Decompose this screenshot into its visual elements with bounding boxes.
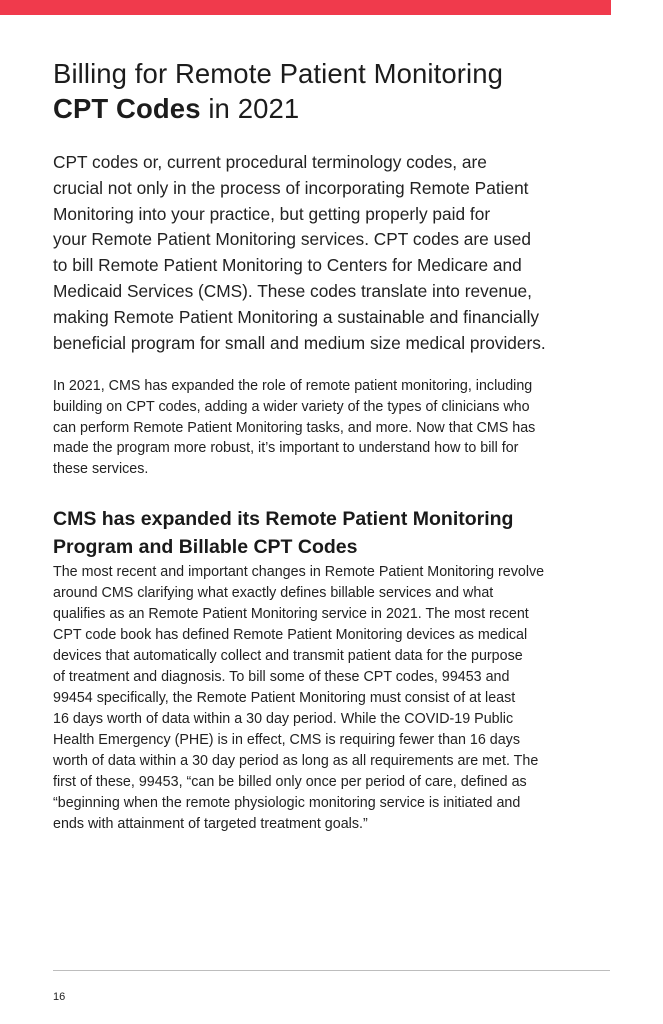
body-line: The most recent and important changes in Remote Patient Monitoring revolve <box>53 564 545 580</box>
title-line-1: Billing for Remote Patient Monitoring <box>53 58 504 89</box>
lead-line: crucial not only in the process of incorporating Remote Patient <box>53 177 529 198</box>
lead-line: beneficial program for small and medium size medical providers. <box>53 332 546 353</box>
title-rest-text: in 2021 <box>208 93 300 124</box>
body-line: of treatment and diagnosis. To bill some of these CPT codes, 99453 and <box>53 669 510 685</box>
body-line: devices that automatically collect and transmit patient data for the purpose <box>53 648 523 664</box>
body-line: first of these, 99453, “can be billed only once per period of care, defined as <box>53 774 527 790</box>
body-line: “beginning when the remote physiologic monitoring service is initiated and <box>53 795 521 811</box>
top-accent-bar <box>0 0 611 15</box>
paragraph-line: can perform Remote Patient Monitoring tasks, and more. Now that CMS has <box>53 419 536 436</box>
paragraph-line: made the program more robust, it’s important to understand how to bill for <box>53 440 519 457</box>
body-line: 16 days worth of data within a 30 day period. While the COVID-19 Public <box>53 711 514 727</box>
lead-line: making Remote Patient Monitoring a sustainable and financially <box>53 306 540 327</box>
body-line: 99454 specifically, the Remote Patient Monitoring must consist of at least <box>53 690 516 706</box>
body-line: CPT code book has defined Remote Patient Monitoring devices as medical <box>53 627 528 643</box>
page-number: 16 <box>53 991 66 1003</box>
body-line: qualifies as an Remote Patient Monitoring service in 2021. The most recent <box>53 606 529 622</box>
heading-line: Program and Billable CPT Codes <box>53 535 358 558</box>
title-bold-text: CPT Codes <box>53 93 201 124</box>
body-line: worth of data within a 30 day period as long as all requirements are met. The <box>53 753 539 769</box>
lead-line: to bill Remote Patient Monitoring to Centers for Medicare and <box>53 255 522 276</box>
section-heading <box>53 506 613 561</box>
lead-line: CPT codes or, current procedural terminology codes, are <box>53 152 487 172</box>
body-line: around CMS clarifying what exactly defines billable services and what <box>53 585 494 601</box>
paragraph-line: In 2021, CMS has expanded the role of remote patient monitoring, including <box>53 378 533 394</box>
footer-divider <box>53 970 610 971</box>
paragraph-line: building on CPT codes, adding a wider variety of the types of clinicians who <box>53 398 530 415</box>
body-line: ends with attainment of targeted treatment goals.” <box>53 816 368 832</box>
section-body <box>53 562 613 835</box>
lead-line: Medicaid Services (CMS). These codes translate into revenue, <box>53 280 532 301</box>
lead-line: your Remote Patient Monitoring services. CPT codes are used <box>53 229 532 250</box>
heading-line: CMS has expanded its Remote Patient Monitoring <box>53 508 514 530</box>
lead-line: Monitoring into your practice, but getting properly paid for <box>53 203 491 224</box>
lead-paragraph <box>53 150 623 356</box>
paragraph-line: these services. <box>53 461 149 478</box>
body-line: Health Emergency (PHE) is in effect, CMS is requiring fewer than 16 days <box>53 732 520 748</box>
page-title <box>53 56 623 126</box>
intro-paragraph <box>53 376 613 480</box>
